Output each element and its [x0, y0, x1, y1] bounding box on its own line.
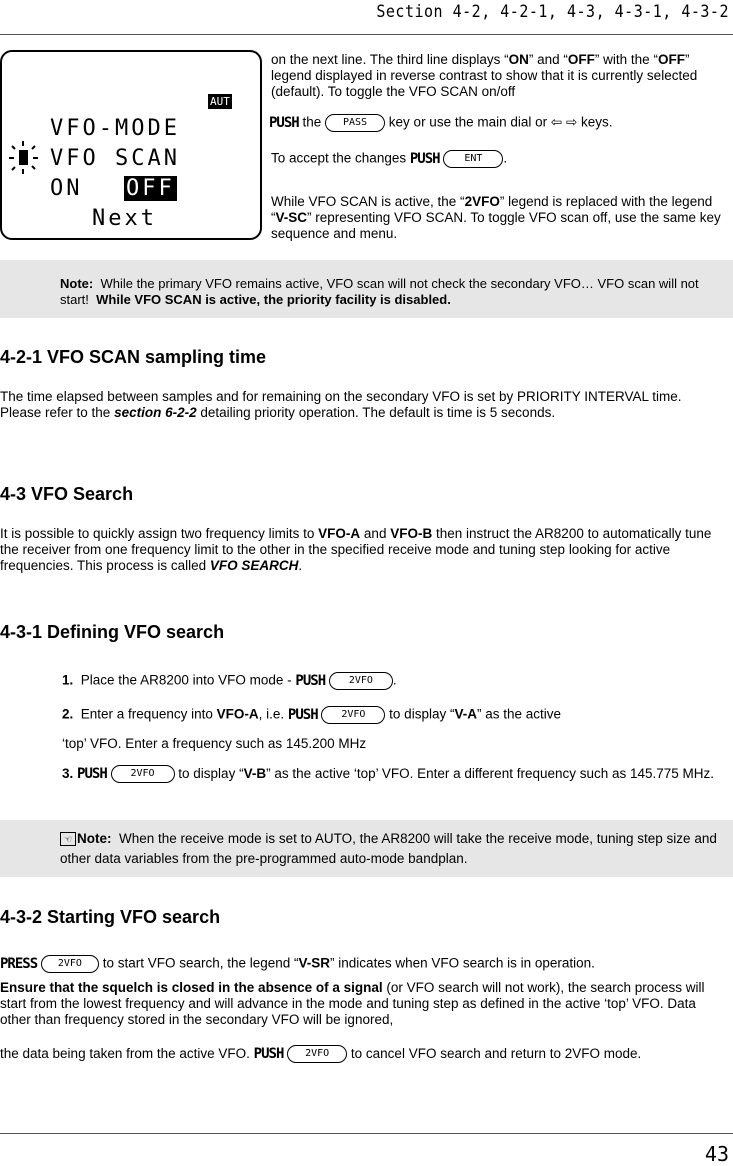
- lcd-cursor-icon: [6, 140, 42, 176]
- page-number: 43: [704, 1142, 729, 1166]
- lcd-aut-indicator: AUT: [210, 95, 230, 108]
- push-key-icon: PUSH: [77, 765, 107, 782]
- ent-key-icon: ENT: [443, 150, 503, 168]
- step-3: 3. PUSH 2VFO to display “V-B” as the active ‘top’ VFO. Enter a different frequency such as 145.775 MHz.: [62, 760, 727, 788]
- push-key-icon: PUSH: [409, 151, 440, 167]
- note-box-2: ☜ Note: When the receive mode is set to AUTO, the AR8200 will take the receive mode, tuning step size and other data variables from the pre-programmed auto-mode bandplan.: [0, 820, 733, 877]
- pass-key-icon: PASS: [325, 114, 385, 132]
- 2vfo-key-icon: 2VFO: [321, 706, 385, 724]
- heading-4-3-2: 4-3-2 Starting VFO search: [0, 907, 221, 927]
- 2vfo-key-icon: 2VFO: [111, 765, 175, 783]
- intro-paragraph-3: To accept the changes PUSH ENT .: [271, 150, 508, 167]
- footer-rule: [0, 1133, 733, 1134]
- intro-paragraph-2: PUSH the PASS key or use the main dial or ⇦ ⇨ keys.: [269, 114, 613, 131]
- paragraph-4-3-2-b: Ensure that the squelch is closed in the absence of a signal (or VFO search will not work), the search process will start from the lowest frequency and will advance in the mode and tuning step as defined in the active ‘top’ VFO. Data other than frequency stored in the secondary VFO will be ignored,: [0, 980, 705, 1027]
- heading-4-3: 4-3 VFO Search: [0, 484, 134, 504]
- push-key-icon: PUSH: [253, 1046, 284, 1063]
- heading-4-3-1: 4-3-1 Defining VFO search: [0, 622, 225, 642]
- paragraph-4-3: It is possible to quickly assign two frequency limits to VFO-A and VFO-B then instruct the AR8200 to automatically tune the receiver from one frequency limit to the other in the specified receive mode and tuning step looking for active frequencies. This process is called VFO SEARCH.: [0, 526, 712, 573]
- push-key-icon: PUSH: [295, 673, 326, 689]
- paragraph-4-2-1: The time elapsed between samples and for remaining on the secondary VFO is set by PRIORITY INTERVAL time. Please refer to the section 6-2-2 detailing priority operation. The default is time is 5 seconds.: [0, 389, 682, 420]
- note-box-1: Note: While the primary VFO remains active, VFO scan will not check the secondary VFO… VFO scan will not start! While VFO SCAN is active, the priority facility is disabled.: [0, 260, 733, 318]
- push-key-icon: PUSH: [287, 707, 318, 723]
- intro-paragraph-4: While VFO SCAN is active, the “2VFO” legend is replaced with the legend “V-SC” representing VFO SCAN. To toggle VFO scan off, use the same key sequence and menu.: [271, 194, 721, 241]
- step-2: 2. Enter a frequency into VFO-A, i.e. PUSH 2VFO to display “V-A” as the active: [62, 706, 562, 723]
- lcd-line-off-highlighted: OFF: [126, 176, 175, 201]
- step-2-continued: ‘top’ VFO. Enter a frequency such as 145.200 MHz: [62, 736, 367, 751]
- step-1: 1. Place the AR8200 into VFO mode - PUSH 2VFO .: [62, 672, 397, 689]
- lcd-line-vfo-mode: VFO-MODE: [50, 116, 180, 141]
- push-key-icon: PUSH: [269, 115, 299, 131]
- heading-4-2-1: 4-2-1 VFO SCAN sampling time: [0, 347, 267, 367]
- intro-paragraph-1: on the next line. The third line displays “ON” and “OFF” with the “OFF” legend displayed in reverse contrast to show that it is currently selected (default). To toggle the VFO SCAN on/off: [271, 52, 698, 99]
- note-hand-icon: ☜: [60, 832, 76, 846]
- 2vfo-key-icon: 2VFO: [41, 955, 99, 973]
- header-rule: [0, 34, 733, 35]
- lcd-line-on: ON: [50, 176, 83, 201]
- 2vfo-key-icon: 2VFO: [329, 672, 393, 690]
- paragraph-4-3-2-a: PRESS 2VFO to start VFO search, the legend “V-SR” indicates when VFO search is in operation.: [0, 955, 595, 972]
- paragraph-4-3-2-c: the data being taken from the active VFO. PUSH 2VFO to cancel VFO search and return to 2VFO mode.: [0, 1042, 728, 1066]
- lcd-line-vfo-scan: VFO SCAN: [50, 146, 180, 171]
- 2vfo-key-icon: 2VFO: [287, 1045, 347, 1063]
- section-header: Section 4-2, 4-2-1, 4-3, 4-3-1, 4-3-2: [376, 0, 729, 22]
- press-key-icon: PRESS: [0, 956, 38, 972]
- lcd-display-illustration: [0, 50, 262, 240]
- lcd-line-next: Next: [92, 206, 157, 231]
